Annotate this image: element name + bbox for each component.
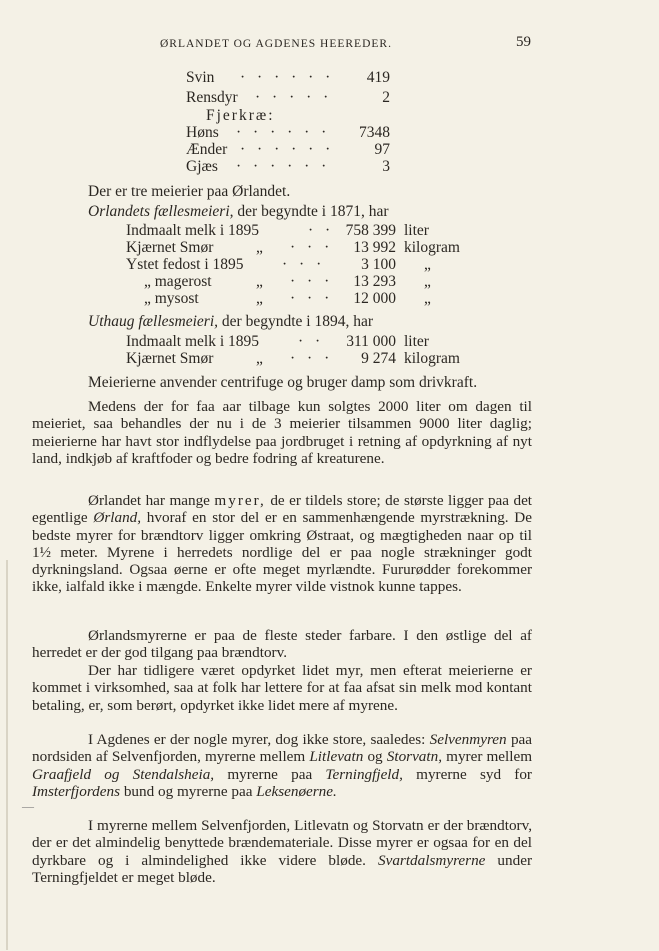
ditto-mark: „ — [256, 273, 263, 290]
text-run: hvoraf en stor del er en sammenhængende myrstrækning. De bedste myrer for brændtorv ligger omkring Østraat, og mægtigheden naar op til 1½ meter. Myrene i herredets nordlige del er paa nogle strækninger godt dyrkningsland. Ogsaa øerne er ofte meget myrlændte. Fururødder forekommer ikke, ialfald ikke i mængde. Enkelte myrer vilde vistnok kunne tappes. — [32, 509, 533, 596]
dairy-name: Uthaug fællesmeieri, — [88, 313, 219, 330]
paragraph-text: Der har tidligere været opdyrket lidet myr, men efterat meierierne er kommet i virksomhed, saa at folk har lettere for at faa afsat sin melk mod kontant betaling, er, som berørt, opdyrket ikke lidet mere af myrene. — [32, 662, 532, 714]
dairy-label: Ystet fedost i 1895 — [126, 256, 244, 273]
dairy-value: 9 274 — [361, 350, 396, 367]
dairy-unit: „ — [424, 290, 431, 307]
leader-dots: · · · — [290, 273, 334, 290]
dairy-name: Orlandets fællesmeieri, — [88, 203, 234, 220]
place-name: Litlevatn — [309, 748, 364, 766]
leader-dots: · · · · · · — [236, 158, 331, 175]
dairy-unit: kilogram — [404, 239, 460, 256]
text-run: de er tildels store; de største ligger paa det egentlige — [32, 492, 533, 527]
dairy-label: Kjærnet Smør — [126, 239, 214, 256]
dairy-label: Indmaalt melk i 1895 — [126, 222, 260, 239]
livestock-label: Ænder — [186, 141, 228, 158]
dairy-unit: liter — [404, 333, 429, 350]
paragraph-text — [32, 492, 532, 596]
leader-dots: · · · · · · — [240, 69, 335, 86]
dairy-unit: kilogram — [404, 350, 460, 367]
dairy-value: 13 293 — [353, 273, 396, 290]
dairy-label: „ magerost — [144, 273, 212, 290]
page-number: 59 — [516, 34, 531, 50]
text-run: og — [367, 748, 383, 766]
dairy-closing: Meierierne anvender centrifuge og bruger damp som drivkraft. — [88, 374, 478, 391]
dairy-heading-rest: der begyndte i 1894, har — [221, 313, 373, 330]
dairy-value: 758 399 — [345, 222, 396, 239]
place-name: Imsterfjordens — [32, 782, 121, 800]
text-run: myrerne paa — [227, 765, 313, 783]
dairy-heading-rest: der begyndte i 1871, har — [237, 203, 389, 220]
place-name: Graafjeld og Stendalsheia, — [32, 765, 215, 783]
paragraph-brændtorv — [32, 817, 532, 886]
place-name: Leksenøerne. — [256, 782, 337, 800]
ditto-mark: „ — [256, 290, 263, 307]
paragraph-agdenes — [32, 731, 532, 800]
leader-dots: · · — [298, 333, 325, 350]
text-run: myrerne syd for — [416, 765, 532, 783]
text-run: I Agdenes er der nogle myrer, dog ikke store, saaledes: — [88, 731, 426, 748]
place-name: Storvatn, — [386, 748, 443, 766]
livestock-label: Rensdyr — [186, 89, 238, 106]
leader-dots: · · · · · — [255, 89, 333, 106]
place-name: Terningfjeld, — [325, 765, 403, 783]
leader-dots: · · · — [290, 239, 334, 256]
text-run: I myrerne mellem Selvenfjorden, Litlevatn og Storvatn er der brændtorv, der er det almindelig benyttede brændemateriale. Disse myrer er ogsaa for en del dyrkbare og i almindelighed ikke videre bløde. — [32, 817, 532, 869]
paragraph-text: Ørlandsmyrerne er paa de fleste steder farbare. I den østlige del af herredet er der god tilgang paa brændtorv. — [32, 627, 532, 662]
livestock-value: 7348 — [359, 124, 390, 141]
leader-dots: · · · — [290, 350, 334, 367]
leader-dots: · · · · · · — [240, 141, 335, 158]
dairy-label: Indmaalt melk i 1895 — [126, 333, 260, 350]
livestock-value: 2 — [382, 89, 390, 106]
text-run: paa nordsiden af Selvenfjorden, myrerne mellem — [32, 731, 533, 766]
text-run: under Terningfjeldet er meget bløde. — [32, 851, 533, 886]
dairy-value: 311 000 — [346, 333, 396, 350]
paragraph-text: Medens der for faa aar tilbage kun solgtes 2000 liter om dagen til meieriet, saa behandles der nu i de 3 meierier tilsammen 9000 liter daglig; meierierne har havt stor indflydelse paa jordbruget i retning af opdyrkning af nyt land, indkjøb af kraftfoder og bedre fodring af kreaturene. — [32, 398, 532, 467]
livestock-value: 3 — [382, 158, 390, 175]
emphasis-spaced: myrer, — [214, 492, 266, 509]
livestock-value: 97 — [374, 141, 390, 158]
text-run: Ørlandet har mange — [88, 492, 210, 509]
livestock-label: Høns — [186, 124, 219, 141]
livestock-label: Gjæs — [186, 158, 218, 175]
dairy-value: 12 000 — [353, 290, 396, 307]
ditto-mark: „ — [256, 350, 263, 367]
page-edge — [6, 560, 8, 950]
livestock-label: Fjerkræ: — [206, 107, 275, 124]
place-name: Ørland, — [93, 509, 142, 527]
text-run: myrer mellem — [446, 748, 533, 766]
dairy-heading-1 — [88, 203, 389, 221]
paragraph-opdyrket — [32, 662, 532, 714]
place-name: Selvenmyren — [429, 731, 507, 748]
dairy-unit: „ — [424, 256, 431, 273]
dairy-label: Kjærnet Smør — [126, 350, 214, 367]
dairy-value: 13 992 — [353, 239, 396, 256]
paragraph-farbare — [32, 627, 532, 662]
leader-dots: · · · — [282, 256, 326, 273]
place-name: Svartdalsmyrerne — [377, 851, 486, 869]
dairy-value: 3 100 — [361, 256, 396, 273]
text-run: bund og myrerne paa — [123, 782, 253, 800]
leader-dots: · · — [308, 222, 335, 239]
leader-dots: · · · — [290, 290, 334, 307]
livestock-value: 419 — [366, 69, 390, 86]
dairy-unit: „ — [424, 273, 431, 290]
ditto-mark: „ — [256, 239, 263, 256]
paragraph-dairy-impact — [32, 398, 532, 467]
paragraph-text — [32, 731, 532, 800]
dairy-label: „ mysost — [144, 290, 199, 307]
margin-mark: — — [22, 799, 34, 813]
leader-dots: · · · · · · — [236, 124, 331, 141]
livestock-label: Svin — [186, 69, 215, 86]
dairy-intro: Der er tre meierier paa Ørlandet. — [88, 183, 291, 200]
dairy-heading-2 — [88, 313, 373, 331]
paragraph-text — [32, 817, 532, 886]
running-header: ØRLANDET OG AGDENES HEEREDER. — [160, 38, 392, 50]
dairy-unit: liter — [404, 222, 429, 239]
paragraph-myrer — [32, 492, 532, 596]
